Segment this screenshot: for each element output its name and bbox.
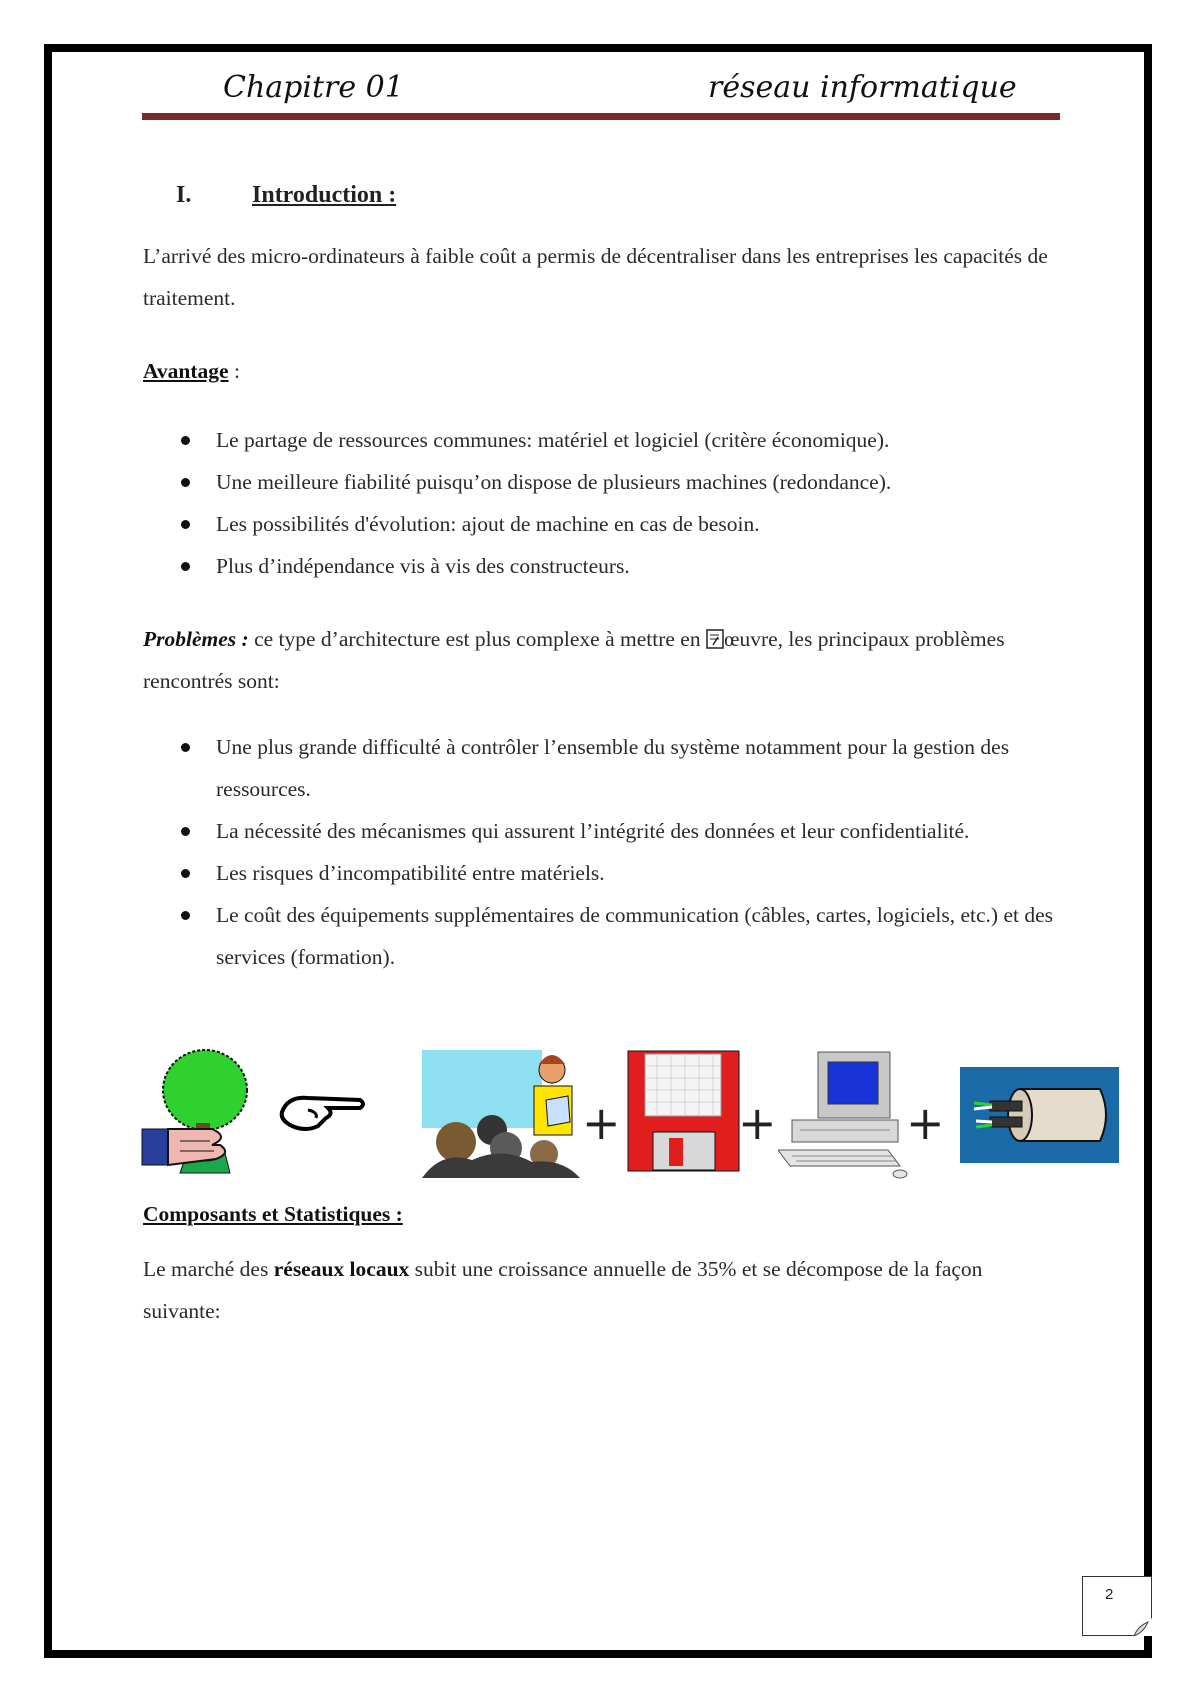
placeholder-glyph-icon [706,629,724,649]
problems-label: Problèmes : [143,627,249,651]
intro-paragraph: L’arrivé des micro-ordinateurs à faible coût a permis de décentraliser dans les entreprises les capacités de traitement. [143,244,1048,310]
header-rule [142,113,1060,120]
plus-sign: + [582,1096,621,1150]
problems-text-before: ce type d’architecture est plus complexe à mettre en [248,627,706,651]
header-chapter: Chapitre 01 [223,70,404,105]
plus-sign: + [906,1096,945,1150]
desktop-computer-icon [778,1050,908,1180]
list-item: Les possibilités d'évolution: ajout de machine en cas de besoin. [143,503,1063,545]
list-item: Une meilleure fiabilité puisqu’on dispose de plusieurs machines (redondance). [143,461,1063,503]
advantages-list [143,419,1063,587]
header-subject: réseau informatique [708,70,1017,105]
page-curl-icon [1134,1618,1152,1636]
section-heading [176,182,396,209]
problems-paragraph [143,618,1063,702]
list-item: Une plus grande difficulté à contrôler l’ensemble du système notamment pour la gestion des ressources. [143,726,1063,810]
list-item: Les risques d’incompatibilité entre matériels. [143,852,1063,894]
list-item: Le coût des équipements supplémentaires de communication (câbles, cartes, logiciels, etc.) et des services (formation). [143,894,1063,978]
components-paragraph [143,1248,1063,1332]
list-item: Plus d’indépendance vis à vis des constructeurs. [143,545,1063,587]
advantages-suffix: : [228,359,240,383]
page-number: 2 [1105,1586,1114,1603]
section-number: I. [176,182,192,208]
list-item: La nécessité des mécanismes qui assurent l’intégrité des données et leur confidentialité. [143,810,1063,852]
pointing-hand-icon [278,1090,366,1132]
page-number-box [1082,1576,1152,1636]
network-cable-icon [960,1067,1119,1163]
components-bold: réseaux locaux [273,1257,410,1281]
components-text-before: Le marché des [143,1257,274,1281]
problems-text-after: œuvre, les principaux problèmes rencontrés sont: [143,627,1005,693]
advantages-label: Avantage [143,359,229,383]
floppy-disk-icon [627,1050,740,1172]
advantages-heading [143,350,1063,392]
components-text-after: subit une croissance annuelle de 35% et se décompose de la façon suivante: [143,1257,983,1323]
components-heading [143,1193,1063,1235]
section-title: Introduction : [252,182,397,208]
problems-list [143,726,1063,978]
components-title: Composants et Statistiques : [143,1202,403,1226]
classroom-people-icon [422,1050,582,1178]
list-item: Le partage de ressources communes: matériel et logiciel (critère économique). [143,419,1063,461]
hand-holding-tree-icon [140,1045,258,1180]
plus-sign: + [738,1096,777,1150]
